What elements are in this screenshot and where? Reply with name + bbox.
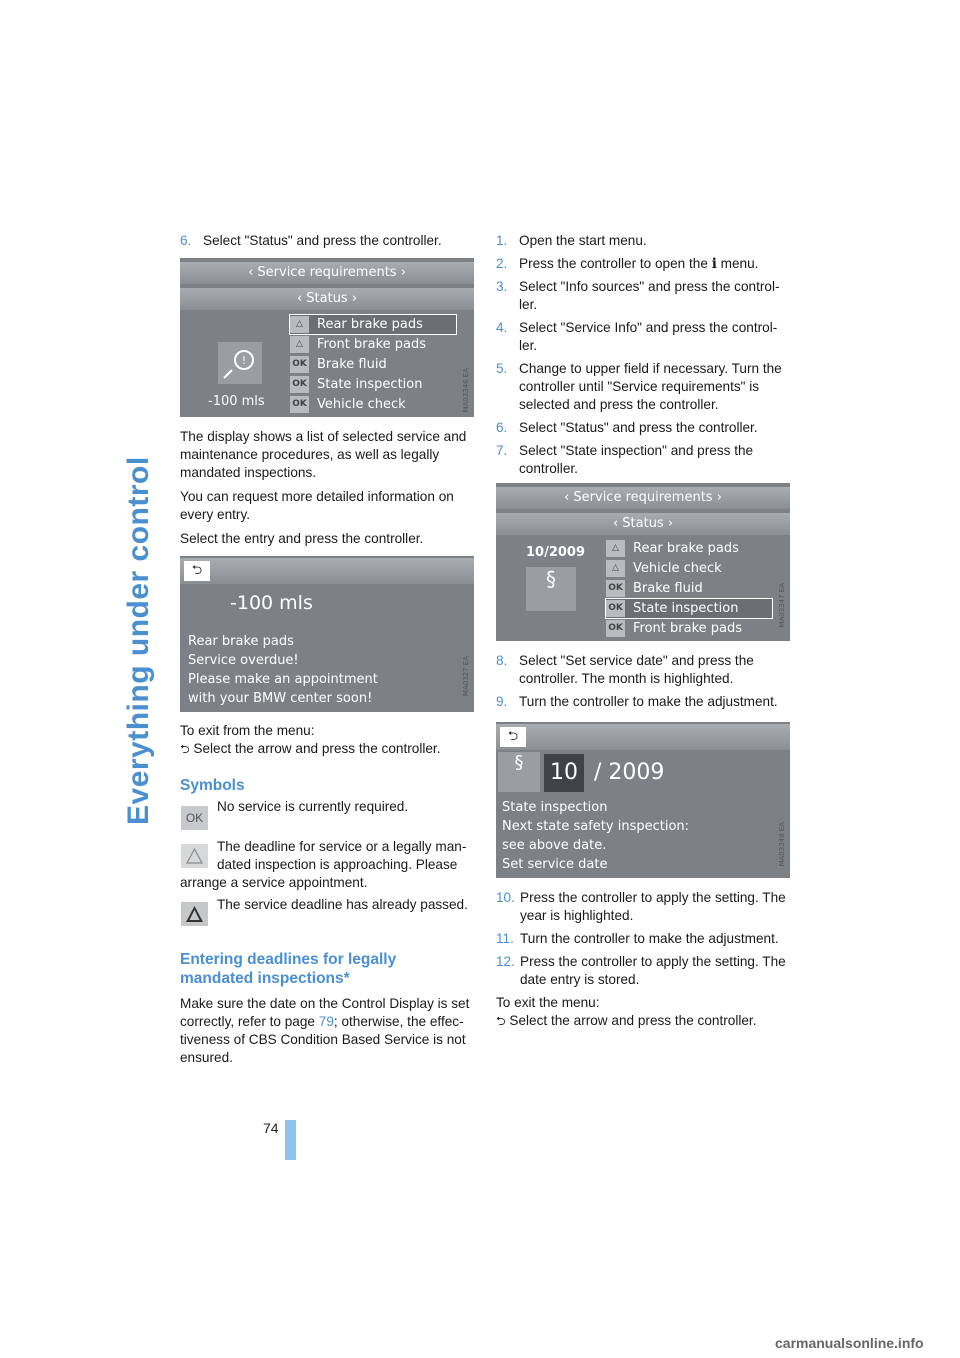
image-code: MA03346 EA — [462, 368, 470, 413]
svg-text:!: ! — [241, 354, 247, 367]
screen-status-list — [180, 258, 474, 417]
symbol-ok-text: No service is currently required. — [217, 799, 409, 814]
symbols-section — [180, 776, 475, 795]
info-icon: i — [711, 256, 717, 272]
list-item[interactable]: △ Rear brake pads — [606, 539, 772, 558]
step-9: 9. Turn the controller to make the adjustment. — [496, 694, 778, 709]
detail-text: Rear brake pads Service overdue! Please make an appointment with your BMW center soon! — [188, 634, 378, 706]
step-3: 3. Select "Info sources" and press the control-ler. — [496, 279, 780, 312]
ok-icon: OK — [290, 376, 309, 393]
list-item[interactable]: OK Vehicle check — [290, 395, 456, 414]
left-text-block — [180, 428, 475, 554]
ok-symbol-icon: OK — [181, 806, 208, 830]
right-steps-c — [496, 889, 796, 1030]
year-field[interactable]: / 2009 — [594, 760, 665, 785]
back-arrow-icon: ⮌ — [180, 742, 190, 756]
screen-subtitle-bar: ‹ Status › — [180, 288, 474, 310]
ok-icon: OK — [606, 600, 625, 617]
step-6: 6. Select "Status" and press the controller. — [496, 420, 758, 435]
symbol-approaching-text-end: arrange a service appointment. — [180, 875, 368, 890]
step-8: 8. Select "Set service date" and press the controller. The month is highlighted. — [496, 653, 754, 686]
step-10: 10. Press the controller to apply the setting. The year is highlighted. — [496, 890, 786, 923]
step-5: 5. Change to upper field if necessary. Turn the controller until "Service requirements" is selected and press the controller. — [496, 361, 782, 412]
ok-icon: OK — [606, 580, 625, 597]
inspection-car-icon: § — [498, 752, 540, 792]
symbols-heading: Symbols — [180, 777, 245, 794]
paragraph: The display shows a list of selected service and maintenance procedures, as well as legally mandated inspections. — [180, 429, 467, 480]
warning-triangle-icon: △ — [606, 540, 625, 557]
approaching-triangle-icon — [181, 844, 208, 868]
step-11: 11. Turn the controller to make the adjustment. — [496, 931, 779, 946]
inspection-car-icon: § — [526, 567, 576, 611]
step-6: 6. Select "Status" and press the controller. — [180, 233, 442, 248]
image-code: MA03347 EA — [778, 583, 786, 628]
back-arrow-icon[interactable]: ⮌ — [184, 561, 210, 581]
warning-triangle-icon: △ — [606, 560, 625, 577]
step-4: 4. Select "Service Info" and press the control-ler. — [496, 320, 778, 353]
step-2: 2. Press the controller to open the i menu. — [496, 256, 759, 272]
paragraph: Make sure the date on the Control Display is set correctly, refer to page 79; otherwise, the effec-tiveness of CBS Condition Based Service is not ensured. — [180, 996, 470, 1065]
list-item[interactable]: OK State inspection — [606, 599, 772, 618]
symbol-overdue-text: The service deadline has already passed. — [217, 897, 468, 912]
paragraph: Select the entry and press the controller. — [180, 531, 424, 546]
list-item[interactable]: OK State inspection — [290, 375, 456, 394]
step-12: 12. Press the controller to apply the setting. The date entry is stored. — [496, 954, 786, 987]
ok-icon: OK — [290, 396, 309, 413]
warning-triangle-icon: △ — [290, 316, 309, 333]
step-1: 1. Open the start menu. — [496, 233, 647, 248]
screen-status-state-inspection — [496, 483, 790, 641]
symbol-approaching-text: The deadline for service or a legally man- dated inspection is approaching. Please — [217, 839, 467, 872]
image-code: MA03348 EA — [778, 822, 786, 867]
back-arrow-icon[interactable]: ⮌ — [500, 727, 526, 747]
screen-title-bar: ‹ Service requirements › — [180, 262, 474, 284]
distance-value: -100 mls — [208, 394, 265, 409]
screen-title-bar — [496, 724, 790, 750]
right-steps-a — [496, 232, 791, 483]
image-code: MA0327 EA — [462, 656, 470, 697]
detail-text: State inspection Next state safety inspection: see above date. Set service date — [502, 800, 690, 872]
watermark: carmanualsonline.info — [775, 1335, 924, 1351]
page-number: 74 — [263, 1120, 279, 1136]
page-marker-bar — [285, 1120, 296, 1160]
month-field[interactable]: 10 — [544, 754, 584, 792]
warning-triangle-icon: △ — [290, 336, 309, 353]
list-item[interactable]: △ Front brake pads — [290, 335, 456, 354]
paragraph: You can request more detailed information on every entry. — [180, 489, 454, 522]
step-7: 7. Select "State inspection" and press the controller. — [496, 443, 754, 476]
list-item[interactable]: △ Rear brake pads — [290, 315, 456, 334]
list-item[interactable]: OK Brake fluid — [606, 579, 772, 598]
exit-label: To exit the menu: — [496, 995, 600, 1010]
exit-line: ⮌ Select the arrow and press the controller. — [180, 741, 441, 756]
inspection-date: 10/2009 — [526, 545, 586, 560]
exit-line: ⮌ Select the arrow and press the controller. — [496, 1013, 757, 1028]
list-item[interactable]: OK Front brake pads — [606, 619, 772, 638]
screen-set-service-date — [496, 722, 790, 878]
left-column — [180, 232, 475, 255]
ok-icon: OK — [290, 356, 309, 373]
screen-entry-detail — [180, 556, 474, 712]
page-link[interactable]: 79 — [318, 1014, 334, 1029]
brake-icon — [218, 342, 262, 384]
list-item[interactable]: OK Brake fluid — [290, 355, 456, 374]
distance-value: -100 mls — [230, 592, 313, 614]
back-arrow-icon: ⮌ — [496, 1014, 506, 1028]
right-steps-b — [496, 652, 791, 716]
ok-icon: OK — [606, 620, 625, 637]
deadlines-section — [180, 950, 475, 1073]
exit-label: To exit from the menu: — [180, 723, 315, 738]
screen-subtitle-bar: ‹ Status › — [496, 513, 790, 535]
sidebar-section-title: Everything under control — [122, 456, 155, 825]
screen-title-bar: ‹ Service requirements › — [496, 487, 790, 509]
overdue-triangle-icon — [181, 902, 208, 926]
exit-instructions — [180, 722, 475, 758]
screen-title-bar — [180, 558, 474, 584]
list-item[interactable]: △ Vehicle check — [606, 559, 772, 578]
deadlines-heading: Entering deadlines for legally mandated inspections* — [180, 951, 397, 987]
